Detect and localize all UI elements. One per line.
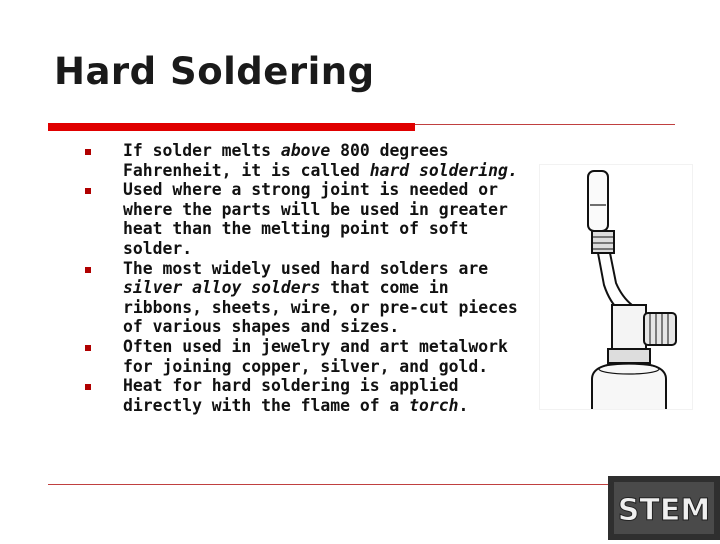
bullet-item [85,376,525,415]
bullet-text-4-0: Heat for hard soldering is applied directly with the flame of a [123,376,459,415]
bullet-item [85,141,525,180]
bullet-square-icon [85,384,91,390]
slide-title: Hard Soldering [54,50,375,93]
bullet-text-0-0: If solder melts [123,141,281,160]
bullet-item [85,180,525,258]
bullet-text-2-1: silver alloy solders [123,278,321,298]
title-underline-accent [48,123,415,131]
stem-logo-icon [608,476,720,540]
bullet-square-icon [85,345,91,351]
bullet-square-icon [85,149,91,155]
bullet-item [85,259,525,337]
bullet-square-icon [85,188,91,194]
bullet-text-2-0: The most widely used hard solders are [123,258,489,278]
bullet-text-2-2: that come in ribbons, sheets, wire, or pre-cut pieces of various shapes and sizes. [123,278,518,337]
bullet-text-3-0: Often used in jewelry and art metalwork for joining copper, silver, and gold. [123,336,508,376]
bullet-text-4-1: torch [409,395,459,415]
bullet-text-0-2: 800 degrees Fahrenheit, it is called [123,141,449,180]
bullet-text-1-0: Used where a strong joint is needed or where the parts will be used in greater heat than the melting point of soft solder. [123,180,508,258]
stem-logo-text: STEM [617,493,711,528]
bullet-text-4-2: . [458,395,469,415]
bullet-item [85,337,525,376]
torch-illustration-icon [540,165,692,409]
bullet-text-0-1: above [280,141,331,160]
bullet-list [85,141,525,415]
bullet-text-0-3: hard soldering. [369,160,518,180]
bullet-square-icon [85,267,91,273]
footer-rule [48,484,673,485]
